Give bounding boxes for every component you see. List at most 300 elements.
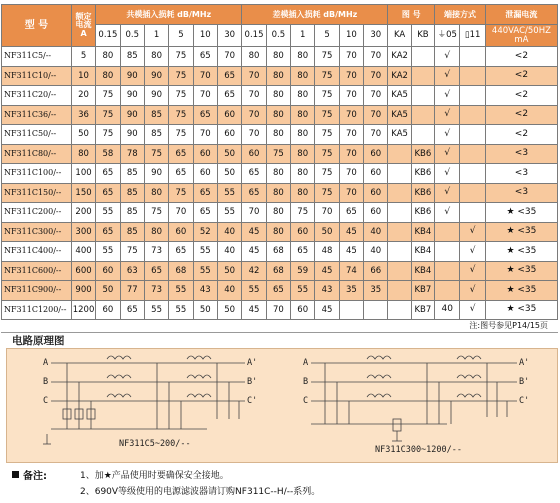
- dm-loss-cell: 60: [364, 144, 388, 164]
- figure-ka-cell: KA5: [388, 86, 411, 106]
- table-row: [2, 203, 558, 223]
- cm-loss-cell: 58: [96, 144, 120, 164]
- dm-loss-cell: 80: [266, 66, 290, 86]
- dm-loss-cell: 65: [339, 203, 363, 223]
- spec-table-body: [2, 47, 558, 320]
- dm-loss-cell: 74: [339, 261, 363, 281]
- current-cell: 150: [71, 183, 95, 203]
- dm-loss-cell: 60: [364, 183, 388, 203]
- cm-loss-cell: 90: [120, 125, 144, 145]
- cm-loss-cell: 43: [193, 281, 217, 301]
- dm-loss-cell: 80: [291, 144, 315, 164]
- left-out-c: C': [247, 396, 258, 406]
- cm-loss-cell: 65: [96, 183, 120, 203]
- right-out-c: C': [519, 396, 530, 406]
- dm-loss-cell: 70: [315, 203, 339, 223]
- dm-loss-cell: 80: [266, 125, 290, 145]
- left-in-c: C: [43, 396, 49, 406]
- dm-loss-cell: 75: [315, 144, 339, 164]
- leakage-cell: <2: [485, 47, 557, 67]
- dm-loss-cell: 70: [339, 86, 363, 106]
- dm-loss-cell: 60: [364, 203, 388, 223]
- figure-kb-cell: KB6: [411, 144, 434, 164]
- model-cell: NF311C36/--: [2, 105, 72, 125]
- dm-loss-cell: 50: [315, 222, 339, 242]
- current-cell: 20: [71, 86, 95, 106]
- terminal-05-cell: [435, 222, 460, 242]
- dm-loss-cell: 80: [266, 164, 290, 184]
- cm-loss-cell: 85: [120, 164, 144, 184]
- cm-loss-cell: 90: [120, 66, 144, 86]
- cm-loss-cell: 90: [144, 66, 168, 86]
- circuit-svg: [7, 349, 557, 462]
- table-row: [2, 86, 558, 106]
- term-05-header: ⏚05: [435, 25, 460, 47]
- cm-loss-cell: 75: [169, 86, 193, 106]
- cm-loss-cell: 70: [193, 125, 217, 145]
- cm-loss-cell: 50: [96, 281, 120, 301]
- freq-header: 10: [339, 25, 363, 47]
- leakage-cell: ★ <35: [485, 203, 557, 223]
- current-cell: 5: [71, 47, 95, 67]
- leakage-cell: <3: [485, 164, 557, 184]
- model-cell: NF311C1200/--: [2, 300, 72, 320]
- cm-loss-cell: 65: [120, 300, 144, 320]
- left-out-a: A': [247, 358, 258, 368]
- current-cell: 100: [71, 164, 95, 184]
- dm-loss-cell: 80: [291, 164, 315, 184]
- dm-loss-cell: 70: [242, 203, 266, 223]
- right-out-b: B': [519, 377, 530, 387]
- table-row: [2, 183, 558, 203]
- dm-loss-cell: 60: [291, 222, 315, 242]
- current-cell: 200: [71, 203, 95, 223]
- figure-ka-cell: [388, 242, 411, 262]
- terminal-05-cell: √: [435, 125, 460, 145]
- cm-loss-cell: 50: [217, 300, 241, 320]
- cm-loss-cell: 65: [193, 203, 217, 223]
- freq-header: 1: [144, 25, 168, 47]
- cm-loss-cell: 65: [169, 242, 193, 262]
- dm-loss-cell: 80: [266, 105, 290, 125]
- cm-loss-cell: 90: [144, 164, 168, 184]
- terminal-05-cell: √: [435, 47, 460, 67]
- cm-loss-cell: 50: [217, 261, 241, 281]
- figure-ka-cell: [388, 222, 411, 242]
- table-row: [2, 242, 558, 262]
- figure-kb-cell: KB6: [411, 183, 434, 203]
- table-row: [2, 222, 558, 242]
- right-in-b: B: [303, 377, 309, 387]
- cm-loss-cell: 63: [120, 261, 144, 281]
- figure-kb-cell: [411, 105, 434, 125]
- remark-item: 1、加★产品使用时要确保安全接地。: [80, 471, 229, 481]
- leakage-cell: <2: [485, 66, 557, 86]
- terminal-11-cell: [460, 203, 485, 223]
- dm-loss-cell: 42: [242, 261, 266, 281]
- cm-loss-cell: 40: [217, 242, 241, 262]
- dm-loss-cell: 45: [339, 222, 363, 242]
- model-cell: NF311C100/--: [2, 164, 72, 184]
- cm-loss-cell: 50: [193, 300, 217, 320]
- dm-loss-cell: 70: [364, 105, 388, 125]
- cm-loss-cell: 65: [193, 47, 217, 67]
- dm-loss-cell: 80: [266, 222, 290, 242]
- dm-loss-cell: [339, 300, 363, 320]
- dm-loss-cell: 70: [242, 105, 266, 125]
- leakage-sub-header: 440VAC/50HZ mA: [485, 25, 557, 47]
- circuit-title: 电路原理图: [12, 335, 65, 347]
- dm-loss-cell: 40: [364, 242, 388, 262]
- cm-loss-cell: 85: [144, 125, 168, 145]
- table-row: [2, 105, 558, 125]
- current-cell: 1200: [71, 300, 95, 320]
- freq-header: 10: [193, 25, 217, 47]
- dm-loss-cell: 68: [266, 261, 290, 281]
- cm-loss-cell: 60: [96, 300, 120, 320]
- figure-kb-cell: KB4: [411, 261, 434, 281]
- dm-loss-cell: 75: [266, 144, 290, 164]
- right-in-c: C: [303, 396, 309, 406]
- freq-header: 0.15: [96, 25, 120, 47]
- dm-loss-cell: 70: [339, 183, 363, 203]
- remark-item: 2、690V等级使用的电源滤波器请订购NF311C--H/--系列。: [80, 487, 321, 497]
- terminal-11-cell: [460, 86, 485, 106]
- terminal-05-cell: √: [435, 144, 460, 164]
- current-cell: 300: [71, 222, 95, 242]
- dm-loss-cell: 66: [364, 261, 388, 281]
- figure-ka-cell: [388, 203, 411, 223]
- remarks: [12, 467, 552, 497]
- dm-loss-cell: 70: [364, 86, 388, 106]
- model-cell: NF311C20/--: [2, 86, 72, 106]
- terminal-11-cell: √: [460, 281, 485, 301]
- cm-loss-cell: 75: [169, 47, 193, 67]
- cm-loss-cell: 90: [120, 86, 144, 106]
- model-cell: NF311C900/--: [2, 281, 72, 301]
- dm-loss-cell: 48: [315, 242, 339, 262]
- left-in-b: B: [43, 377, 49, 387]
- dm-loss-cell: 68: [266, 242, 290, 262]
- dm-loss-cell: 80: [266, 183, 290, 203]
- figure-no-header: 图 号: [388, 5, 435, 25]
- terminal-lug-icon: ▯: [464, 30, 470, 41]
- terminal-11-cell: √: [460, 222, 485, 242]
- freq-header: 5: [315, 25, 339, 47]
- cm-loss-cell: 75: [169, 183, 193, 203]
- terminal-05-cell: √: [435, 86, 460, 106]
- dm-loss-cell: 70: [242, 125, 266, 145]
- figure-kb-cell: [411, 47, 434, 67]
- figure-ka-cell: [388, 281, 411, 301]
- cm-loss-cell: 65: [169, 164, 193, 184]
- cm-loss-cell: 55: [169, 300, 193, 320]
- current-cell: 36: [71, 105, 95, 125]
- model-cell: NF311C10/--: [2, 66, 72, 86]
- freq-header: 1: [291, 25, 315, 47]
- right-in-a: A: [303, 358, 309, 368]
- cm-loss-cell: 65: [217, 86, 241, 106]
- leakage-cell: <2: [485, 125, 557, 145]
- model-cell: NF311C150/--: [2, 183, 72, 203]
- figure-ka-cell: KA2: [388, 66, 411, 86]
- dm-loss-cell: 75: [315, 183, 339, 203]
- dm-loss-cell: 80: [266, 47, 290, 67]
- dm-loss-cell: 59: [291, 261, 315, 281]
- cm-loss-cell: 55: [217, 203, 241, 223]
- cm-loss-cell: 55: [96, 242, 120, 262]
- cm-loss-cell: 65: [193, 105, 217, 125]
- model-cell: NF311C400/--: [2, 242, 72, 262]
- freq-header: 0.15: [242, 25, 266, 47]
- model-header: 型 号: [2, 5, 72, 47]
- terminal-05-cell: √: [435, 105, 460, 125]
- table-row: [2, 261, 558, 281]
- leakage-cell: <2: [485, 86, 557, 106]
- figure-ka-cell: [388, 164, 411, 184]
- terminal-05-cell: √: [435, 66, 460, 86]
- leakage-cell: ★ <35: [485, 222, 557, 242]
- cm-loss-cell: 75: [169, 105, 193, 125]
- terminal-05-cell: √: [435, 164, 460, 184]
- cm-loss-cell: 55: [144, 300, 168, 320]
- terminal-05-cell: √: [435, 183, 460, 203]
- cm-loss-cell: 70: [217, 47, 241, 67]
- cm-loss-cell: 55: [96, 203, 120, 223]
- cm-loss-cell: 75: [169, 125, 193, 145]
- cm-loss-cell: 75: [144, 203, 168, 223]
- table-row: [2, 300, 558, 320]
- cm-loss-cell: 80: [144, 183, 168, 203]
- leakage-cell: ★ <35: [485, 281, 557, 301]
- cm-loss-cell: 70: [169, 203, 193, 223]
- left-circuit-caption: NF311C5~200/--: [119, 439, 191, 449]
- cm-loss-cell: 73: [144, 281, 168, 301]
- dm-loss-cell: 75: [291, 203, 315, 223]
- cm-loss-cell: 75: [144, 144, 168, 164]
- right-out-a: A': [519, 358, 530, 368]
- terminal-11-cell: [460, 105, 485, 125]
- cm-loss-cell: 60: [193, 164, 217, 184]
- dm-loss-cell: 35: [364, 281, 388, 301]
- dm-loss-cell: 70: [339, 66, 363, 86]
- cm-loss-cell: 90: [120, 105, 144, 125]
- figure-kb-cell: [411, 66, 434, 86]
- dm-loss-cell: 60: [364, 164, 388, 184]
- model-cell: NF311C200/--: [2, 203, 72, 223]
- dm-loss-cell: 70: [339, 47, 363, 67]
- dm-loss-cell: 40: [364, 222, 388, 242]
- cm-loss-cell: 40: [217, 281, 241, 301]
- cm-loss-cell: 85: [144, 105, 168, 125]
- rated-current-label: 额定电流: [75, 11, 92, 30]
- table-row: [2, 125, 558, 145]
- figure-kb-cell: KB4: [411, 222, 434, 242]
- dm-loss-cell: 75: [315, 66, 339, 86]
- figure-kb-cell: KB7: [411, 281, 434, 301]
- dm-loss-cell: 80: [291, 183, 315, 203]
- dm-loss-cell: 65: [242, 164, 266, 184]
- terminal-05-cell: [435, 281, 460, 301]
- freq-header: 30: [217, 25, 241, 47]
- figure-ka-cell: [388, 144, 411, 164]
- terminal-05-cell: √: [435, 203, 460, 223]
- terminal-11-cell: [460, 47, 485, 67]
- cm-loss-cell: 80: [144, 222, 168, 242]
- figure-kb-cell: KB6: [411, 164, 434, 184]
- spec-table: [1, 4, 558, 320]
- bullet-square-icon: [12, 471, 19, 478]
- dm-loss-cell: 80: [291, 125, 315, 145]
- terminal-05-cell: [435, 242, 460, 262]
- dm-loss-cell: 60: [242, 144, 266, 164]
- dm-loss-cell: 55: [242, 281, 266, 301]
- figure-kb-cell: [411, 86, 434, 106]
- dm-loss-cell: 55: [291, 281, 315, 301]
- dm-loss-cell: 75: [315, 105, 339, 125]
- cm-loss-cell: 85: [120, 47, 144, 67]
- cm-loss-cell: 70: [193, 66, 217, 86]
- fig-ka-header: KA: [388, 25, 411, 47]
- model-cell: NF311C50/--: [2, 125, 72, 145]
- cm-loss-cell: 65: [96, 164, 120, 184]
- table-row: [2, 164, 558, 184]
- dm-loss-cell: 65: [242, 183, 266, 203]
- figure-kb-cell: KB4: [411, 242, 434, 262]
- current-cell: 50: [71, 125, 95, 145]
- left-out-b: B': [247, 377, 258, 387]
- cm-loss-cell: 75: [96, 105, 120, 125]
- dm-loss-cell: 70: [364, 125, 388, 145]
- cm-loss-cell: 55: [217, 183, 241, 203]
- cm-loss-cell: 60: [217, 105, 241, 125]
- current-cell: 400: [71, 242, 95, 262]
- cm-loss-cell: 85: [120, 203, 144, 223]
- terminal-05-cell: [435, 261, 460, 281]
- term-11-header: ▯11: [460, 25, 485, 47]
- cm-loss-cell: 73: [144, 242, 168, 262]
- leakage-cell: ★ <35: [485, 300, 557, 320]
- cm-loss-cell: 50: [217, 144, 241, 164]
- model-cell: NF311C300/--: [2, 222, 72, 242]
- figure-ka-cell: KA5: [388, 125, 411, 145]
- terminal-screw-icon: ⏚: [437, 30, 447, 41]
- cm-loss-cell: 77: [120, 281, 144, 301]
- cm-loss-cell: 60: [96, 261, 120, 281]
- dm-loss-cell: 45: [339, 242, 363, 262]
- terminal-11-cell: √: [460, 261, 485, 281]
- cm-loss-cell: 65: [193, 183, 217, 203]
- dm-loss-cell: 70: [242, 66, 266, 86]
- cm-loss-cell: 50: [217, 164, 241, 184]
- cm-loss-cell: 60: [193, 144, 217, 164]
- table-row: [2, 66, 558, 86]
- dm-loss-cell: 45: [242, 242, 266, 262]
- cm-loss-cell: 60: [217, 125, 241, 145]
- right-circuit-caption: NF311C300~1200/--: [375, 445, 462, 455]
- model-cell: NF311C5/--: [2, 47, 72, 67]
- dm-loss-cell: 70: [266, 300, 290, 320]
- leakage-cell: <3: [485, 144, 557, 164]
- cm-loss-cell: 65: [169, 144, 193, 164]
- freq-header: 0.5: [266, 25, 290, 47]
- dm-loss-cell: 45: [315, 300, 339, 320]
- dm-loss-cell: 80: [291, 105, 315, 125]
- left-in-a: A: [43, 358, 49, 368]
- terminal-11-cell: [460, 144, 485, 164]
- dm-loss-cell: 80: [291, 86, 315, 106]
- dm-loss-cell: 70: [339, 144, 363, 164]
- figure-ka-cell: KA5: [388, 105, 411, 125]
- rated-current-unit: A: [80, 28, 87, 38]
- cm-loss-cell: 60: [169, 222, 193, 242]
- cm-loss-cell: 80: [96, 66, 120, 86]
- remarks-heading: 备注:: [23, 471, 47, 482]
- terminal-header: 端接方式: [435, 5, 486, 25]
- terminal-05-cell: 40: [435, 300, 460, 320]
- model-cell: NF311C80/--: [2, 144, 72, 164]
- cm-loss-cell: 52: [193, 222, 217, 242]
- figure-kb-cell: KB6: [411, 203, 434, 223]
- common-mode-header: 共模插入损耗 dB/MHz: [96, 5, 242, 25]
- cm-loss-cell: 70: [193, 86, 217, 106]
- table-row: [2, 47, 558, 67]
- freq-header: 30: [364, 25, 388, 47]
- cm-loss-cell: 75: [96, 86, 120, 106]
- dm-loss-cell: 80: [291, 47, 315, 67]
- terminal-11-cell: √: [460, 300, 485, 320]
- cm-loss-cell: 80: [96, 47, 120, 67]
- cm-loss-cell: 85: [120, 183, 144, 203]
- fig-kb-header: KB: [411, 25, 434, 47]
- dm-loss-cell: 70: [339, 125, 363, 145]
- figure-kb-cell: KB7: [411, 300, 434, 320]
- figure-kb-cell: [411, 125, 434, 145]
- terminal-11-cell: √: [460, 242, 485, 262]
- dm-loss-cell: 70: [339, 164, 363, 184]
- dm-loss-cell: 75: [315, 47, 339, 67]
- cm-loss-cell: 65: [144, 261, 168, 281]
- dm-loss-cell: 43: [315, 281, 339, 301]
- dm-loss-cell: 80: [242, 47, 266, 67]
- terminal-11-cell: [460, 66, 485, 86]
- figure-ka-cell: [388, 300, 411, 320]
- leakage-cell: <2: [485, 105, 557, 125]
- terminal-11-cell: [460, 125, 485, 145]
- freq-header: 5: [169, 25, 193, 47]
- cm-loss-cell: 78: [120, 144, 144, 164]
- leakage-cell: ★ <35: [485, 261, 557, 281]
- dm-loss-cell: [364, 300, 388, 320]
- figure-ka-cell: [388, 183, 411, 203]
- dm-loss-cell: 65: [291, 242, 315, 262]
- cm-loss-cell: 75: [169, 66, 193, 86]
- dm-loss-cell: 70: [364, 66, 388, 86]
- current-cell: 900: [71, 281, 95, 301]
- current-cell: 80: [71, 144, 95, 164]
- figure-ka-cell: KA2: [388, 47, 411, 67]
- dm-loss-cell: 45: [242, 222, 266, 242]
- cm-loss-cell: 55: [193, 261, 217, 281]
- diff-mode-header: 差模插入损耗 dB/MHz: [242, 5, 388, 25]
- dm-loss-cell: 80: [291, 66, 315, 86]
- table-note: 注:图号参见P14/15页: [1, 320, 558, 333]
- leakage-cell: ★ <35: [485, 242, 557, 262]
- rated-current-header: [71, 5, 95, 47]
- dm-loss-cell: 70: [242, 86, 266, 106]
- current-cell: 10: [71, 66, 95, 86]
- dm-loss-cell: 70: [364, 47, 388, 67]
